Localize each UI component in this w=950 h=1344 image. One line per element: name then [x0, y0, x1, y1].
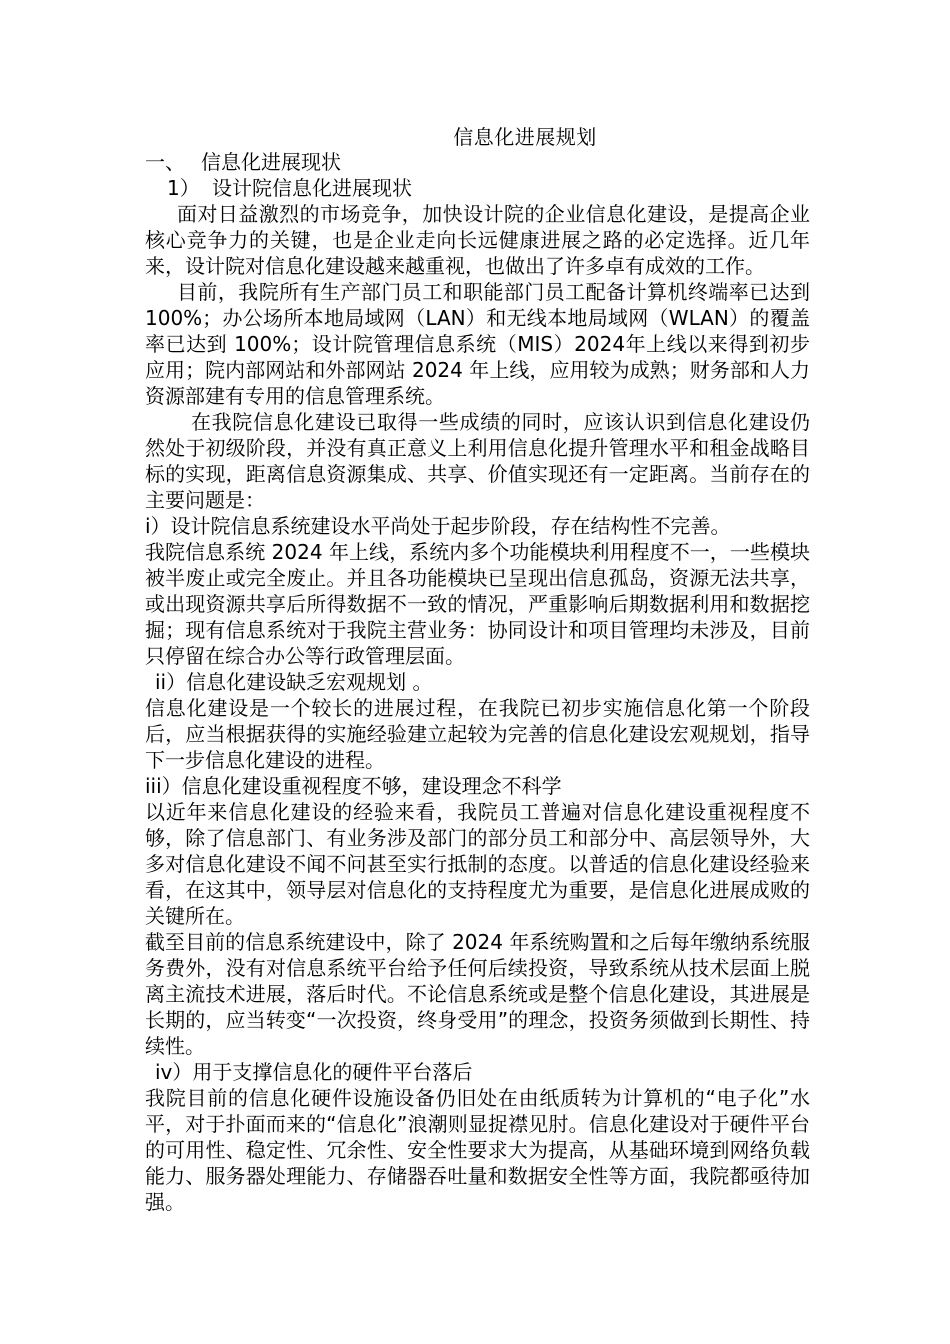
paragraph-2: 目前，我院所有生产部门员工和职能部门员工配备计算机终端率已达到 100%；办公场所本地局域网（LAN）和无线本地局域网（WLAN）的覆盖率已达到 100%；设计院管理信息系统（MIS）2024年上线以来得到初步应用；院内部网站和外部网站 2024 年上线，应用较为成熟；财务部和人力资源部建有专用的信息管理系统。 — [145, 280, 810, 408]
section-number: 一、 — [145, 150, 185, 174]
paragraph-3: 在我院信息化建设已取得一些成绩的同时，应该认识到信息化建设仍然处于初级阶段，并没有真正意义上利用信息化提升管理水平和租金战略目标的实现，距离信息资源集成、共享、价值实现还有一定距离。当前存在的主要问题是： — [145, 410, 810, 512]
subsection-heading — [145, 175, 810, 201]
section-title: 信息化进展现状 — [201, 150, 341, 174]
paragraph-1: 面对日益激烈的市场竞争，加快设计院的企业信息化建设，是提高企业核心竞争力的关键，也是企业走向长远健康进展之路的必定选择。近几年来，设计院对信息化建设越来越重视，也做出了许多卓有成效的工作。 — [145, 202, 810, 278]
document-body — [145, 149, 810, 1215]
issue-3-body-continued: 截至目前的信息系统建设中，除了 2024 年系统购置和之后每年缴纳系统服务费外，没有对信息系统平台给予任何后续投资，导致系统从技术层面上脱离主流技术进展，落后时代。不论信息系统或是整个信息化建设，其进展是长期的，应当转变“一次投资，终身受用”的理念，投资务须做到长期性、持续性。 — [145, 930, 810, 1058]
issue-3-body: 以近年来信息化建设的经验来看，我院员工普遍对信息化建设重视程度不够，除了信息部门、有业务涉及部门的部分员工和部分中、高层领导外，大多对信息化建设不闻不问甚至实行抵制的态度。以普适的信息化建设经验来看，在这其中，领导层对信息化的支持程度尤为重要，是信息化进展成败的关键所在。 — [145, 800, 810, 928]
issue-1-body: 我院信息系统 2024 年上线，系统内多个功能模块利用程度不一，一些模块被半废止或完全废止。并且各功能模块已呈现出信息孤岛，资源无法共享，或出现资源共享后所得数据不一致的情况，严重影响后期数据利用和数据挖掘；现有信息系统对于我院主营业务：协同设计和项目管理均未涉及，目前只停留在综合办公等行政管理层面。 — [145, 540, 810, 668]
issue-2-heading: ii）信息化建设缺乏宏观规划 。 — [155, 670, 433, 694]
issue-4-heading: iv）用于支撑信息化的硬件平台落后 — [155, 1060, 473, 1084]
issue-3-heading: iii）信息化建设重视程度不够，建设理念不科学 — [145, 774, 562, 798]
subsection-title: 设计院信息化进展现状 — [212, 176, 412, 200]
issue-4-body: 我院目前的信息化硬件设施设备仍旧处在由纸质转为计算机的“电子化”水平，对于扑面而来的“信息化”浪潮则显捉襟见肘。信息化建设对于硬件平台的可用性、稳定性、冗余性、安全性要求大为提高，从基础环境到网络负载能力、服务器处理能力、存储器吞吐量和数据安全性等方面，我院都亟待加强。 — [145, 1086, 810, 1214]
section-heading — [145, 149, 810, 175]
subsection-number: 1） — [167, 176, 200, 200]
issue-1-heading: i）设计院信息系统建设水平尚处于起步阶段，存在结构性不完善。 — [145, 514, 731, 538]
issue-2-body: 信息化建设是一个较长的进展过程，在我院已初步实施信息化第一个阶段后，应当根据获得的实施经验建立起较为完善的信息化建设宏观规划，指导下一步信息化建设的进程。 — [145, 696, 810, 772]
document-title: 信息化进展规划 — [453, 125, 597, 149]
